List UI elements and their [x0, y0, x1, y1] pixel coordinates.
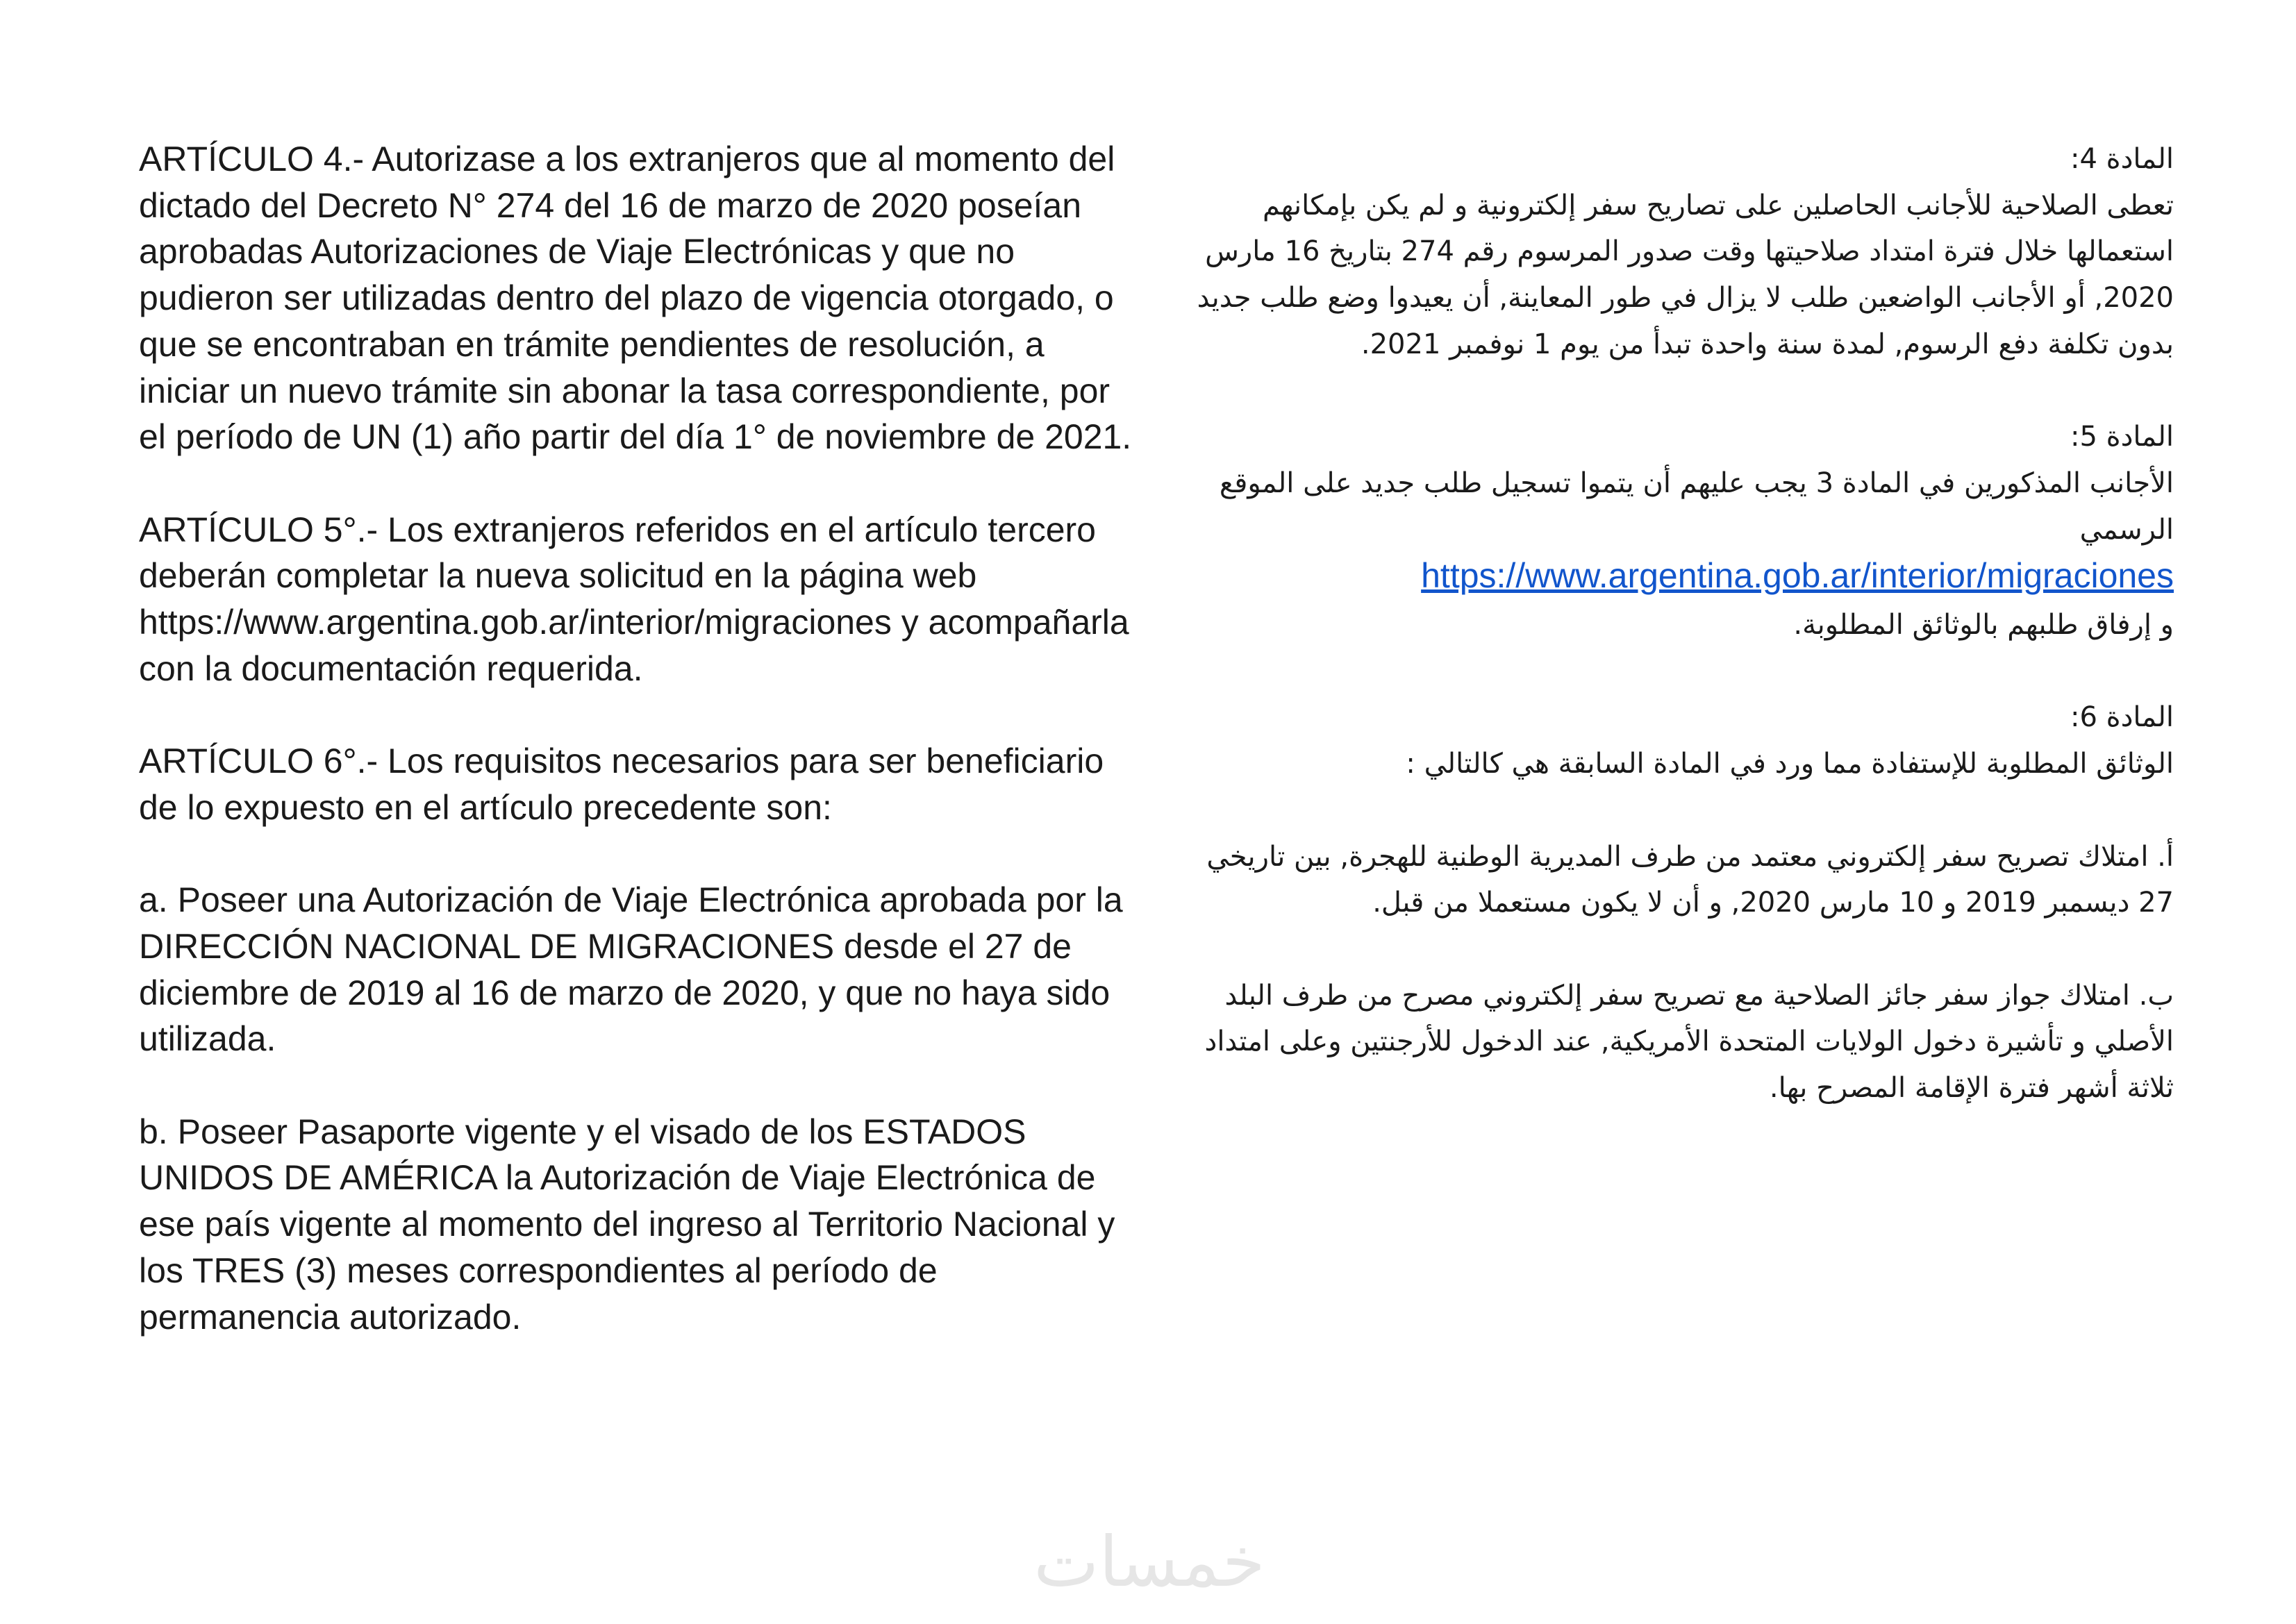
article-5-es: ARTÍCULO 5°.- Los extranjeros referidos en el artículo tercero deberán completar la nueva solicitud en la página web https://www.argentina.gob.ar/interior/migraciones y acompañarla con la documentación requerida. [139, 510, 1129, 688]
article-4-ar-body: تعطى الصلاحية للأجانب الحاصلين على تصاريح سفر إلكترونية و لم يكن بإمكانهم استعمالها خلال فترة امتداد صلاحيتها وقت صدور المرسوم رقم 274 بتاريخ 16 مارس 2020, أو الأجانب الواضعين طلب لا يزال في طور المعاينة, أن يعيدوا وضع طلب جديد بدون تكلفة دفع الرسوم, لمدة سنة واحدة تبدأ من يوم 1 نوفمبر 2021. [1197, 189, 2174, 360]
spanish-column [139, 136, 1139, 1387]
requirement-b-ar [1181, 973, 2174, 1112]
migraciones-link[interactable]: https://www.argentina.gob.ar/interior/migraciones [1421, 556, 2174, 596]
article-5-ar [1181, 414, 2174, 648]
article-6-ar-body: الوثائق المطلوبة للإستفادة مما ورد في المادة السابقة هي كالتالي : [1406, 748, 2174, 780]
article-6-es: ARTÍCULO 6°.- Los requisitos necesarios para ser beneficiario de lo expuesto en el artículo precedente son: [139, 742, 1104, 827]
article-6-ar-heading: المادة 6: [2070, 701, 2174, 734]
requirement-a-ar-text: أ. امتلاك تصريح سفر إلكتروني معتمد من طرف المديرية الوطنية للهجرة, بين تاريخي 27 ديسمبر 2019 و 10 مارس 2020, و أن لا يكون مستعملا من قبل. [1206, 840, 2174, 919]
article-5-ar-body: الأجانب المذكورين في المادة 3 يجب عليهم أن يتموا تسجيل طلب جديد على الموقع الرسمي [1219, 467, 2174, 546]
requirement-b-es: b. Poseer Pasaporte vigente y el visado de los ESTADOS UNIDOS DE AMÉRICA la Autorización de Viaje Electrónica de ese país vigente al momento del ingreso al Territorio Nacional y los TRES (3) meses correspondientes al período de permanencia autorizado. [139, 1112, 1115, 1337]
article-5-ar-heading: المادة 5: [2070, 421, 2174, 453]
arabic-column [1181, 136, 2174, 1157]
article-4-ar-heading: المادة 4: [2070, 143, 2174, 175]
article-4-es: ARTÍCULO 4.- Autorizase a los extranjeros que al momento del dictado del Decreto N° 274 del 16 de marzo de 2020 poseían aprobadas Autorizaciones de Viaje Electrónicas y que no pudieron ser utilizadas dentro del plazo de vigencia otorgado, o que se encontraban en trámite pendientes de resolución, a iniciar un nuevo trámite sin abonar la tasa correspondiente, por el período de UN (1) año partir del día 1° de noviembre de 2021. [139, 140, 1132, 457]
article-5-ar-tail: و إرفاق طلبهم بالوثائق المطلوبة. [1793, 609, 2174, 642]
article-6-ar [1181, 694, 2174, 787]
requirement-a-ar [1181, 834, 2174, 926]
requirement-a-es: a. Poseer una Autorización de Viaje Electrónica aprobada por la DIRECCIÓN NACIONAL DE MIGRACIONES desde el 27 de diciembre de 2019 al 16 de marzo de 2020, y que no haya sido utilizada. [139, 880, 1123, 1059]
khamsat-watermark: خمسات [1033, 1521, 1265, 1602]
requirement-b-ar-text: ب. امتلاك جواز سفر جائز الصلاحية مع تصريح سفر إلكتروني مصرح من طرف البلد الأصلي و تأشيرة دخول الولايات المتحدة الأمريكية, عند الدخول للأرجنتين وعلى امتداد ثلاثة أشهر فترة الإقامة المصرح بها. [1204, 979, 2174, 1104]
article-4-ar [1181, 136, 2174, 368]
